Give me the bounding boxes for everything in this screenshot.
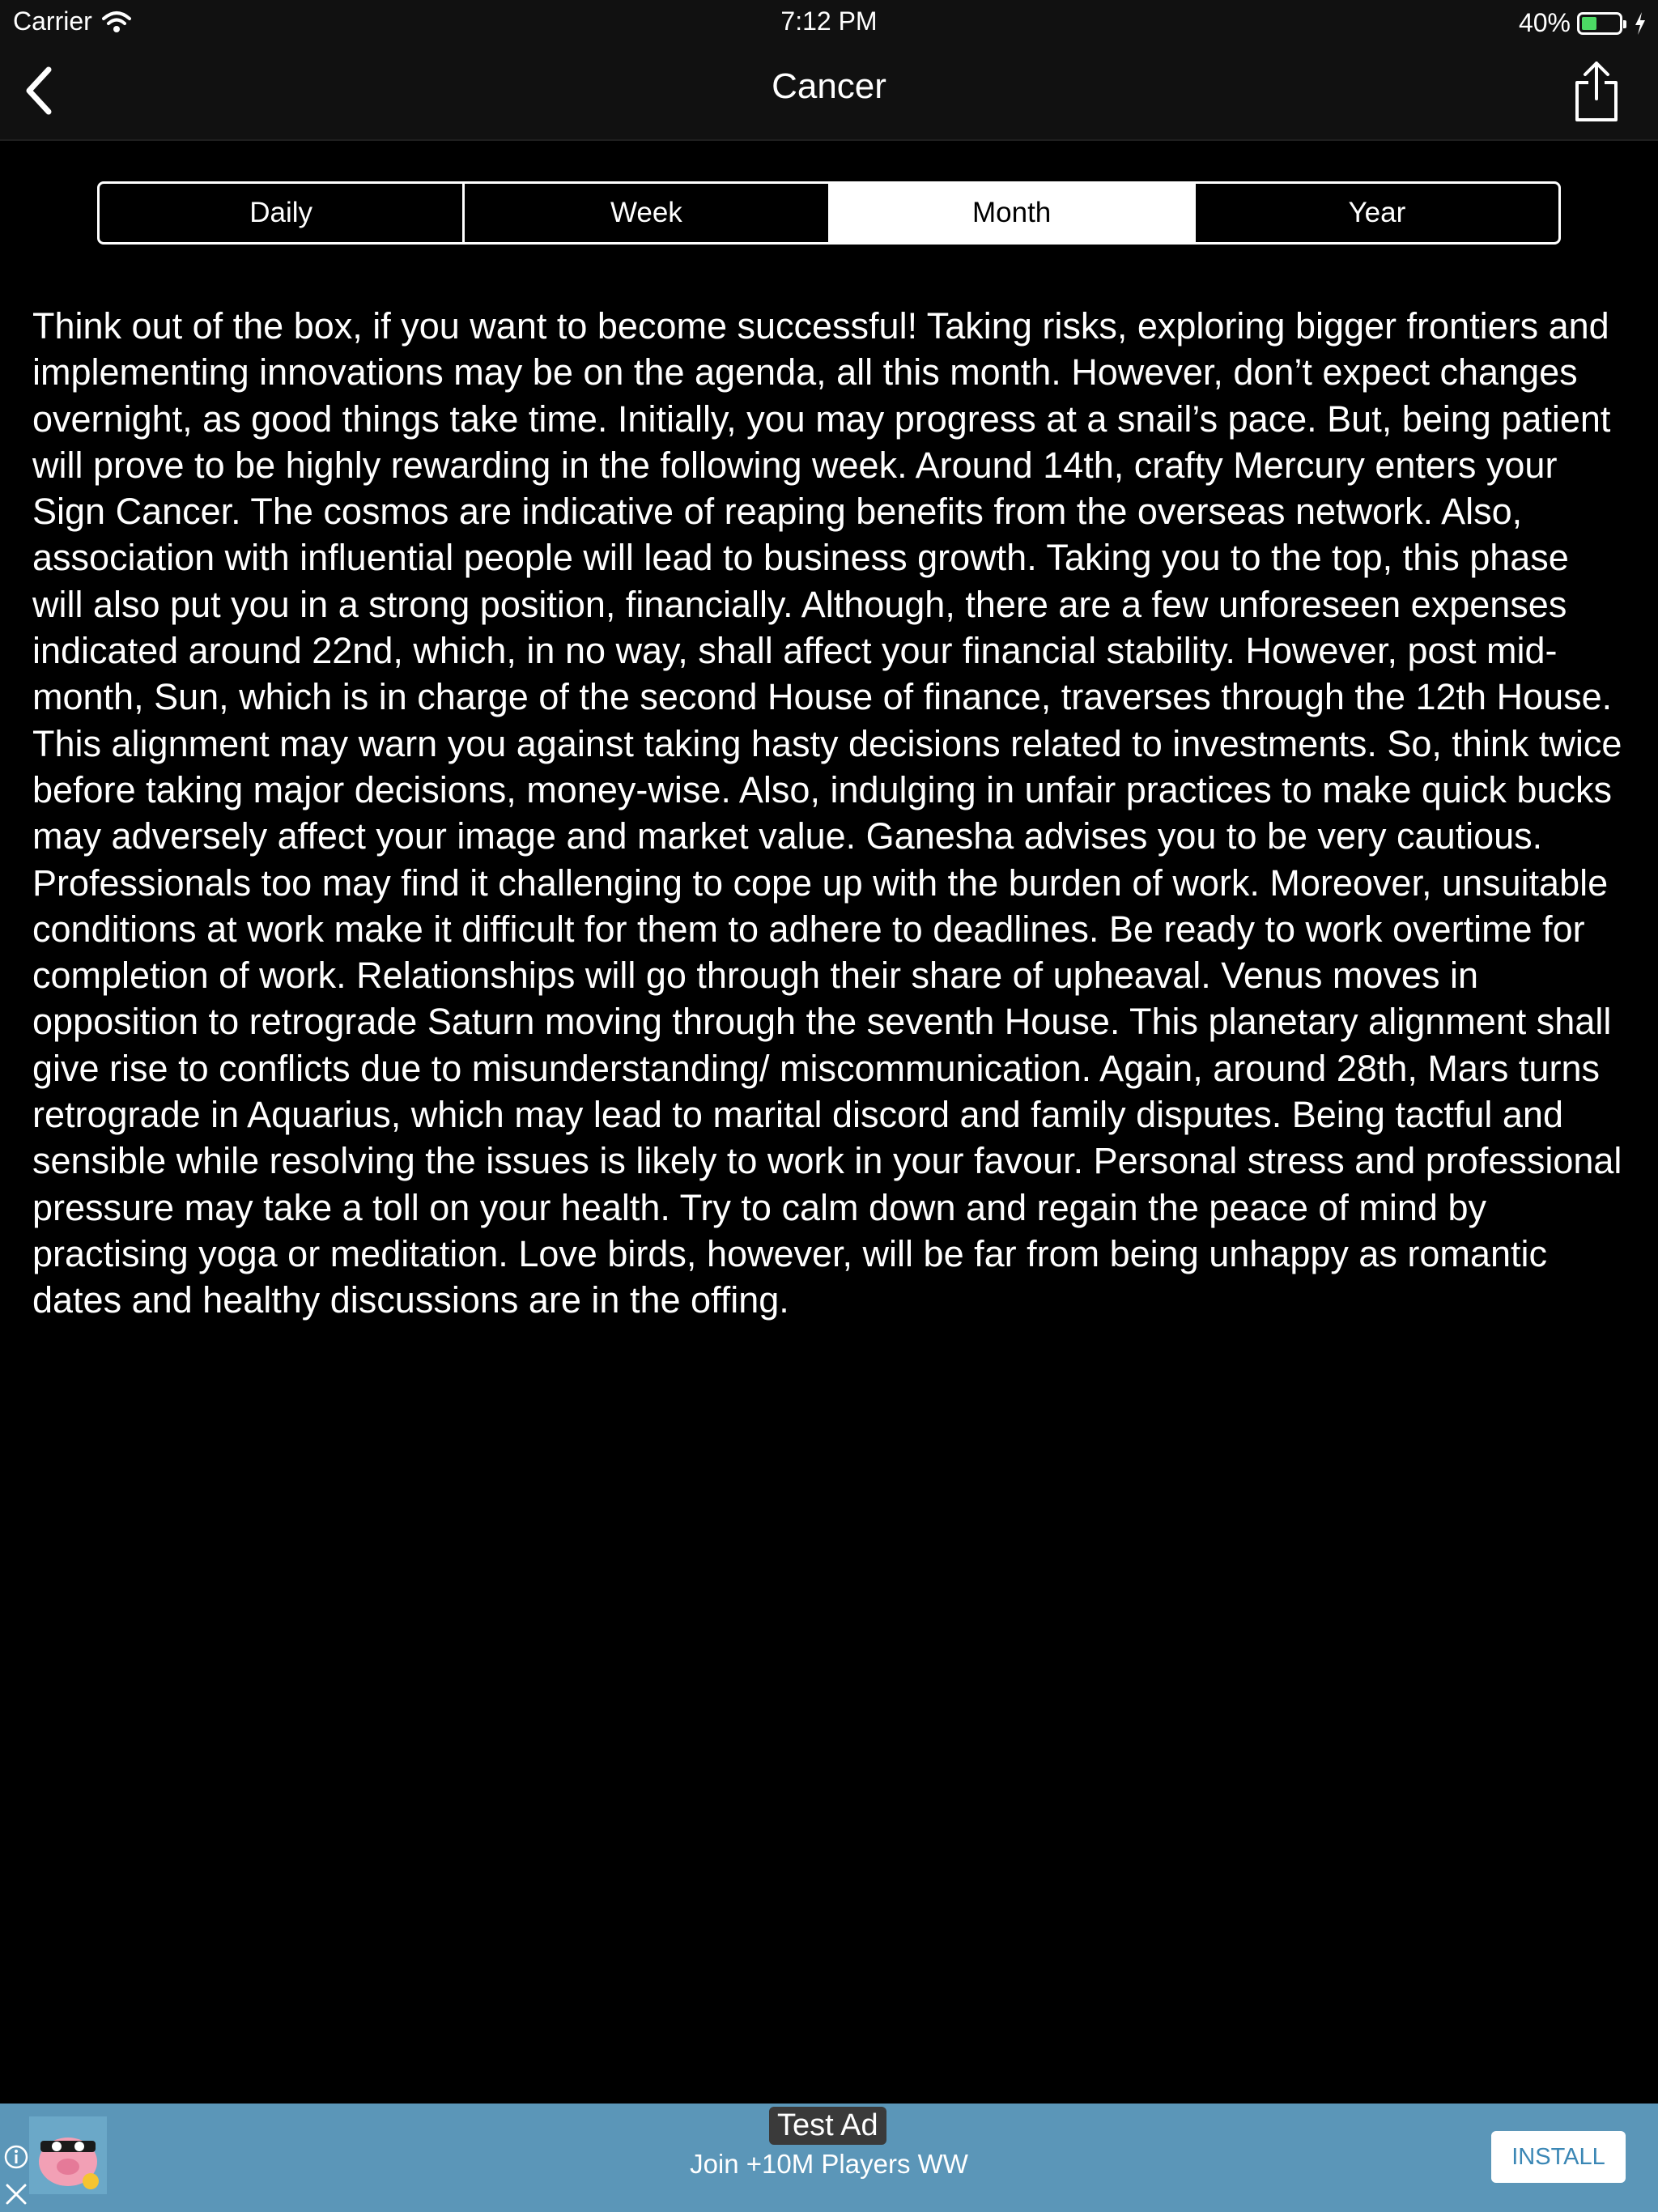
battery-group [1519, 8, 1647, 38]
share-icon[interactable] [1567, 60, 1626, 123]
ad-label-badge: Test Ad [769, 2107, 886, 2145]
tab-year-label: Year [1348, 197, 1406, 228]
tab-daily[interactable] [100, 184, 465, 242]
page-title: Cancer [772, 66, 886, 106]
charging-bolt-icon [1634, 12, 1647, 35]
navigation-bar [0, 45, 1658, 141]
horoscope-text: Think out of the box, if you want to become successful! Taking risks, exploring bigger frontiers and implementing innovations may be on the agenda, all this month. However, don’t expect changes overnight, as good things take time. Initially, you may progress at a snail’s pace. But, being patient will prove to be highly rewarding in the following week. Around 14th, crafty Mercury enters your Sign Cancer. The cosmos are indicative of reaping benefits from the overseas network. Also, association with influential people will lead to business growth. Taking you to the top, this phase will also put you in a strong position, financially. Although, there are a few unforeseen expenses indicated around 22nd, which, in no way, shall affect your financial stability. However, post mid-month, Sun, which is in charge of the second House of finance, traverses through the 12th House. This alignment may warn you against taking hasty decisions related to investments. So, think twice before taking major decisions, money-wise. Also, indulging in unfair practices to make quick bucks may adversely affect your image and market value. Ganesha advises you to be very cautious. Professionals too may find it challenging to cope up with the burden of work. Moreover, unsuitable conditions at work make it difficult for them to adhere to deadlines. Be ready to work overtime for completion of work. Relationships will go through their share of upheaval. Venus moves in opposition to retrograde Saturn moving through the seventh House. This planetary alignment shall give rise to conflicts due to misunderstanding/ miscommunication. Again, around 28th, Mars turns retrograde in Aquarius, which may lead to marital discord and family disputes. Being tactful and sensible while resolving the issues is likely to work in your favour. Personal stress and professional pressure may take a toll on your health. Try to calm down and regain the peace of mind by practising yoga or meditation. Love birds, however, will be far from being unhappy as romantic dates and healthy discussions are in the offing. [32, 305, 1622, 1321]
ad-headline: Join +10M Players WW [690, 2149, 968, 2179]
tab-week[interactable] [465, 184, 830, 242]
battery-percent: 40% [1518, 8, 1571, 37]
status-bar [0, 0, 1658, 45]
ad-close-icon[interactable] [3, 2181, 29, 2207]
tab-year[interactable] [1196, 184, 1558, 242]
ad-install-button[interactable]: INSTALL [1491, 2131, 1626, 2183]
carrier-label: Carrier [13, 6, 92, 36]
battery-icon [1577, 12, 1622, 35]
battery-fill [1582, 17, 1596, 30]
status-time: 7:12 PM [780, 6, 878, 36]
tab-month-label: Month [971, 197, 1052, 228]
period-segmented-control [97, 181, 1561, 245]
tab-daily-label: Daily [249, 197, 313, 228]
ad-banner[interactable] [0, 2104, 1658, 2212]
tab-week-label: Week [610, 197, 682, 228]
tab-month[interactable] [831, 184, 1196, 242]
